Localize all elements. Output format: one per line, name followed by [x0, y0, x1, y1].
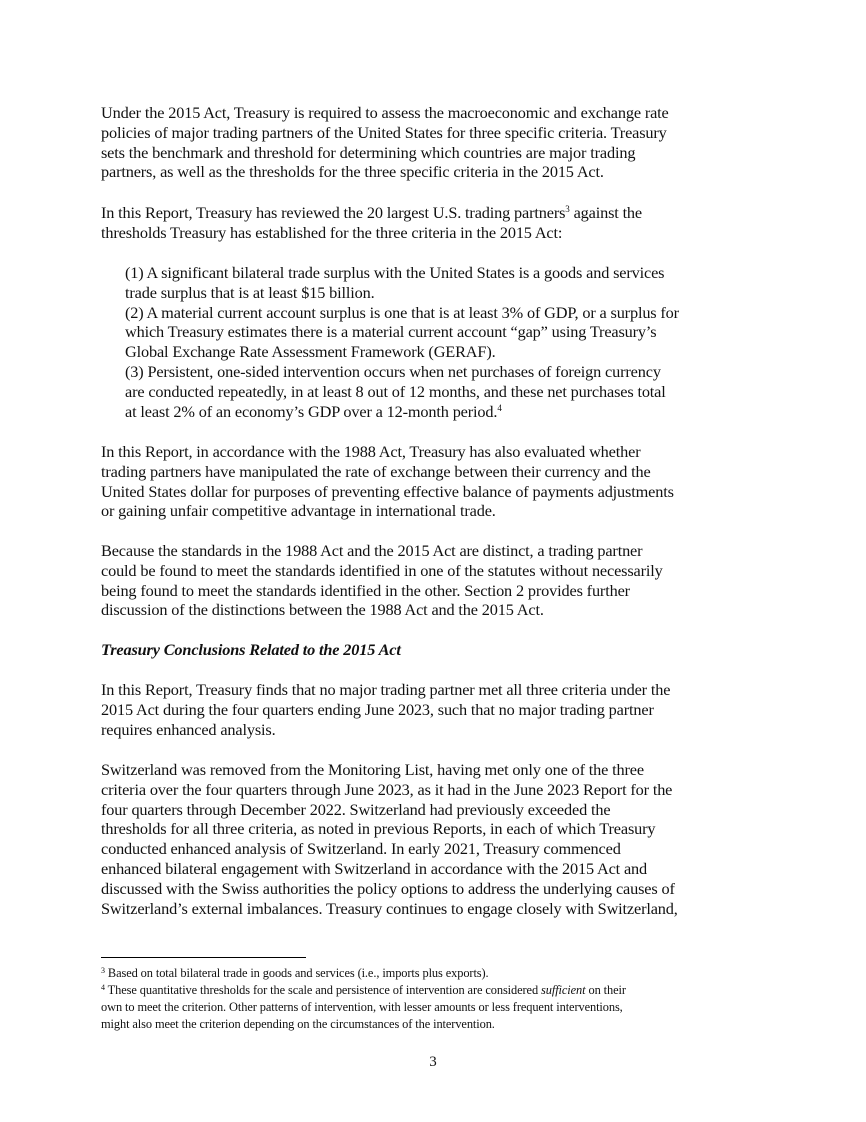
text-line: discussion of the distinctions between the 1988 Act and the 2015 Act. — [101, 600, 544, 620]
paragraph-switzerland — [101, 760, 781, 918]
text-line: partners, as well as the thresholds for the three specific criteria in the 2015 Act. — [101, 162, 604, 182]
criteria-line: which Treasury estimates there is a material current account “gap” using Treasury’s — [125, 322, 657, 342]
footnote-text: on their — [585, 983, 626, 997]
criteria-line: (3) Persistent, one-sided intervention occurs when net purchases of foreign currency — [125, 361, 661, 381]
text-line: requires enhanced analysis. — [101, 719, 276, 739]
text-line: or gaining unfair competitive advantage in international trade. — [101, 501, 496, 521]
text-line: Switzerland’s external imbalances. Treasury continues to engage closely with Switzerland, — [101, 898, 678, 918]
section-heading — [101, 640, 781, 660]
footnote-text: Based on total bilateral trade in goods and services (i.e., imports plus exports). — [104, 966, 489, 980]
text-line: Because the standards in the 1988 Act and the 2015 Act are distinct, a trading partner — [101, 541, 643, 560]
text-span: against the — [569, 203, 643, 222]
text-line: sets the benchmark and threshold for determining which countries are major trading — [101, 142, 636, 162]
text-line: conducted enhanced analysis of Switzerland. In early 2021, Treasury commenced — [101, 839, 621, 859]
criteria-line — [125, 402, 785, 422]
text-line — [101, 203, 781, 223]
footnote-line — [101, 982, 781, 999]
footnote-emphasis: sufficient — [541, 983, 586, 997]
text-line: thresholds for all three criteria, as noted in previous Reports, in each of which Treasury — [101, 819, 656, 839]
text-line: enhanced bilateral engagement with Switzerland in accordance with the 2015 Act and — [101, 858, 648, 878]
text-line: thresholds Treasury has established for the three criteria in the 2015 Act: — [101, 222, 563, 242]
footnote-line: own to meet the criterion. Other patterns of intervention, with lesser amounts or less frequent interventions, — [101, 1000, 623, 1014]
paragraph-standards-distinct — [101, 541, 781, 620]
paragraph-conclusions — [101, 680, 781, 739]
text-line: trading partners have manipulated the rate of exchange between their currency and the — [101, 461, 651, 481]
criteria-line: (2) A material current account surplus is one that is at least 3% of GDP, or a surplus for — [125, 302, 679, 322]
text-line: Under the 2015 Act, Treasury is required to assess the macroeconomic and exchange rate — [101, 103, 669, 122]
text-line: 2015 Act during the four quarters ending June 2023, such that no major trading partner — [101, 699, 654, 719]
criteria-list — [125, 263, 785, 421]
footnote-divider — [101, 957, 306, 958]
footnote-mark: 4 — [101, 983, 105, 992]
footnote-ref-4[interactable]: 4 — [497, 402, 502, 413]
criteria-line: are conducted repeatedly, in at least 8 out of 12 months, and these net purchases total — [125, 381, 666, 401]
footnote-line — [101, 965, 781, 982]
paragraph-review-scope — [101, 203, 781, 243]
footnote-3 — [101, 965, 781, 982]
paragraph-1988-act-evaluation — [101, 442, 781, 521]
text-span: In this Report, Treasury has reviewed the 20 largest U.S. trading partners — [101, 203, 566, 222]
text-line: could be found to meet the standards identified in one of the statutes without necessarily — [101, 560, 663, 580]
footnote-mark: 3 — [101, 966, 105, 975]
footnote-ref-3[interactable]: 3 — [565, 204, 570, 214]
text-line: In this Report, in accordance with the 1988 Act, Treasury has also evaluated whether — [101, 442, 641, 461]
text-line: being found to meet the standards identified in the other. Section 2 provides further — [101, 580, 630, 600]
footnote-line: might also meet the criterion depending on the circumstances of the intervention. — [101, 1017, 495, 1031]
text-line: discussed with the Swiss authorities the policy options to address the underlying causes of — [101, 878, 675, 898]
text-line: four quarters through December 2022. Switzerland had previously exceeded the — [101, 799, 611, 819]
footnote-4 — [101, 982, 781, 1033]
text-span: at least 2% of an economy’s GDP over a 12-month period. — [125, 401, 498, 421]
text-line: In this Report, Treasury finds that no major trading partner met all three criteria under the — [101, 680, 671, 699]
page-number: 3 — [429, 1054, 437, 1070]
criteria-line: (1) A significant bilateral trade surplus with the United States is a goods and services — [125, 263, 665, 282]
text-line: Switzerland was removed from the Monitoring List, having met only one of the three — [101, 760, 644, 779]
text-line: policies of major trading partners of the United States for three specific criteria. Treasury — [101, 122, 667, 142]
footnote-text: These quantitative thresholds for the scale and persistence of intervention are considered — [104, 983, 542, 997]
text-line: United States dollar for purposes of preventing effective balance of payments adjustments — [101, 481, 674, 501]
criteria-line: Global Exchange Rate Assessment Framework (GERAF). — [125, 342, 496, 362]
paragraph-2015-act-intro — [101, 103, 781, 182]
criteria-line: trade surplus that is at least $15 billion. — [125, 282, 375, 302]
heading-text: Treasury Conclusions Related to the 2015 Act — [101, 640, 401, 659]
text-line: criteria over the four quarters through June 2023, as it had in the June 2023 Report for the — [101, 779, 673, 799]
